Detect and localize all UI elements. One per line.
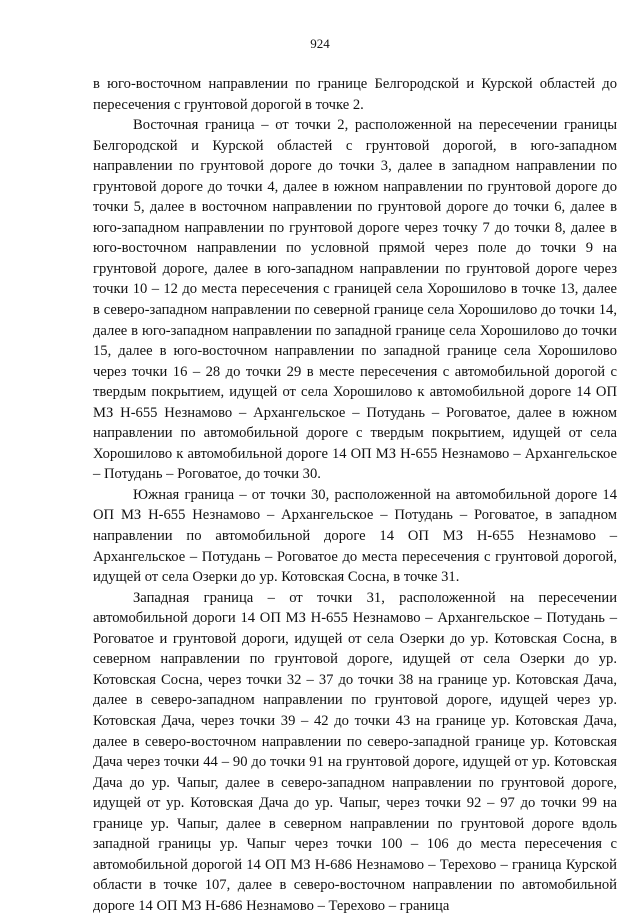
paragraph-continuation: в юго-восточном направлении по границе Белгородской и Курской областей до пересечения с грунтовой дорогой в точке 2.: [93, 76, 617, 113]
paragraph-southern-border: Южная граница – от точки 30, расположенной на автомобильной дороге 14 ОП МЗ Н-655 Незнамово – Архангельское – Потудань – Роговатое, в западном направлении по автомобильной дороге 14 ОП МЗ Н-655 Незнамово – Архангельское – Потудань – Роговатое до места пересечения с грунтовой дорогой, идущей от села Озерки до ур. Котовская Сосна, в точке 31.: [93, 486, 617, 586]
document-body: [93, 74, 617, 916]
paragraph-western-border: Западная граница – от точки 31, расположенной на пересечении автомобильной дороги 14 ОП МЗ Н-655 Незнамово – Архангельское – Потудань – Роговатое и грунтовой дороги, идущей от села Озерки до ур. Котовская Сосна, в северном направлении по грунтовой дороге, идущей от села Озерки до ур. Котовская Сосна, через точки 32 – 37 до точки 38 на границе ур. Котовская Дача, далее в северо-западном направлении по грунтовой дороге, идущей через ур. Котовская Дача, через точки 39 – 42 до точки 43 на границе ур. Котовская Дача, далее в северо-восточном направлении по северо-западной границе ур. Котовская Дача через точки 44 – 90 до точки 91 на грунтовой дороге, идущей от ур. Котовская Дача до ур. Чапыг, далее в северо-западном направлении по грунтовой дороге, идущей от ур. Котовская Дача до ур. Чапыг, через точки 92 – 97 до точки 99 на границе ур. Чапыг, далее в северном направлении по грунтовой дороге вдоль западной границы ур. Чапыг через точки 100 – 106 до места пересечения с автомобильной дорогой 14 ОП МЗ Н-686 Незнамово – Терехово – граница Курской области в точке 107, далее в северо-восточном направлении по автомобильной дороге 14 ОП МЗ Н-686 Незнамово – Терехово – граница: [93, 589, 617, 914]
page-number: 924: [310, 36, 330, 51]
paragraph-eastern-border: Восточная граница – от точки 2, расположенной на пересечении границы Белгородской и Курской областей с грунтовой дорогой, в юго-западном направлении по грунтовой дороге до точки 3, далее в западном направлении по грунтовой дороге до точки 4, далее в южном направлении по грунтовой дороге до точки 5, далее в восточном направлении по грунтовой дороге до точки 6, далее в юго-западном направлении по грунтовой дороге через точку 7 до точки 8, далее в юго-восточном направлении по условной прямой через поле до точки 9 на грунтовой дороге, далее в юго-западном направлении по грунтовой дороге через точки 10 – 12 до места пересечения с границей села Хорошилово в точке 13, далее в северо-западном направлении по северной границе села Хорошилово до точки 14, далее в юго-западном направлении по западной границе села Хорошилово до точки 15, далее в юго-восточном направлении по западной границе села Хорошилово через точки 16 – 28 до точки 29 в месте пересечения с автомобильной дорогой с твердым покрытием, идущей от села Хорошилово к автомобильной дороге 14 ОП МЗ Н-655 Незнамово – Архангельское – Потудань – Роговатое, далее в южном направлении по автомобильной дороге с твердым покрытием, идущей от села Хорошилово к автомобильной дороге 14 ОП МЗ Н-655 Незнамово – Архангельское – Потудань – Роговатое, до точки 30.: [93, 117, 617, 483]
